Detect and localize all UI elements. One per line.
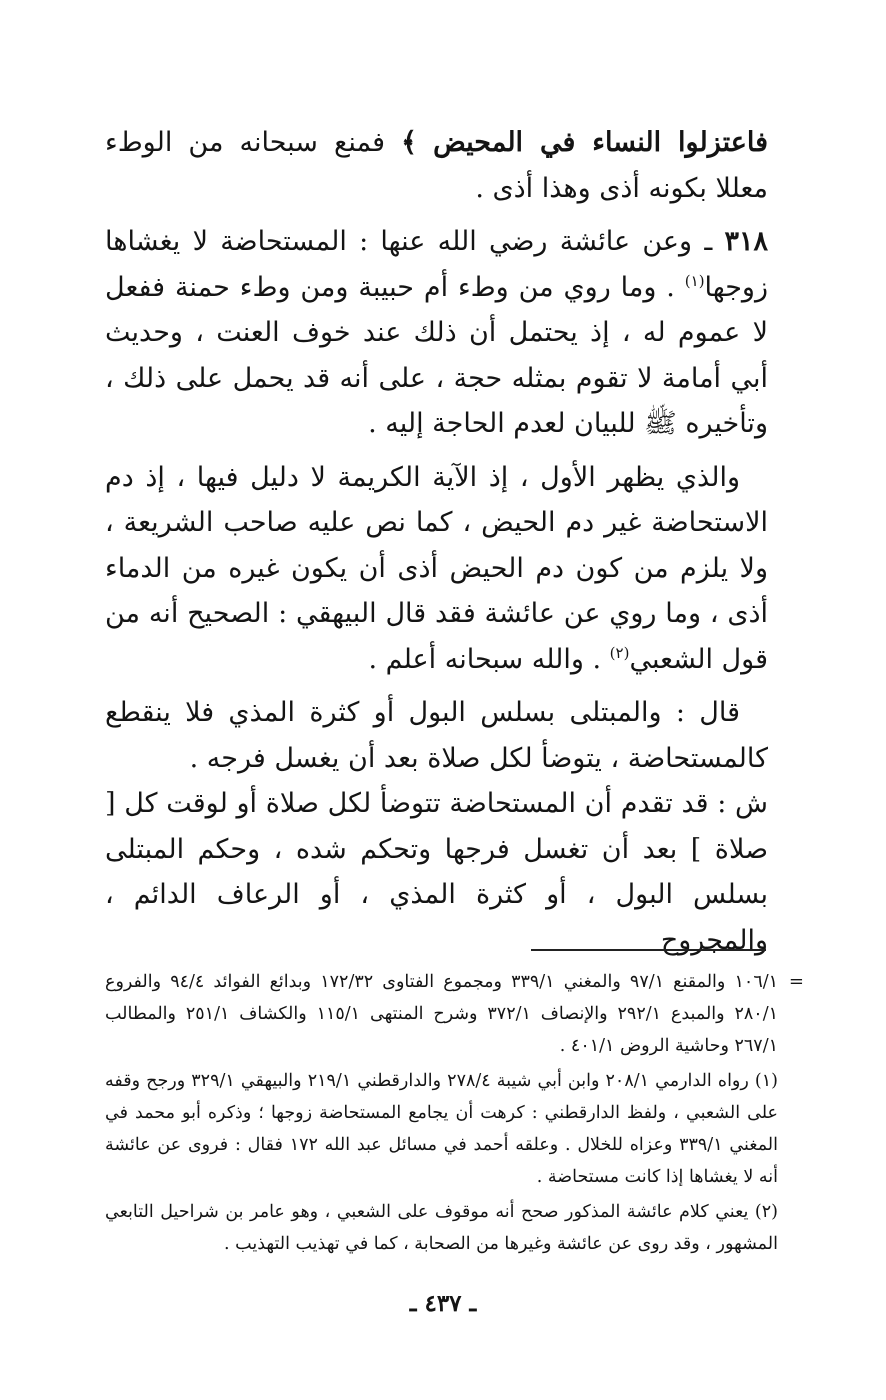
paragraph-3-text-b: . والله سبحانه أعلم . — [368, 643, 610, 675]
paragraph-1-text: فمنع سبحانه من الوطء معللا بكونه أذى وهذا أذى . — [105, 127, 768, 204]
footnote-1: (١) رواه الدارمي ٢٠٨/١ وابن أبي شيبة ٢٧٨/٤ والدارقطني ٢١٩/١ والبيهقي ٣٢٩/١ ورجح وقفه على الشعبي ، ولفظ الدارقطني : كرهت أن يجامع المستحاضة زوجها ؛ وذكره أبو محمد في المغني ٣٣٩/١ وعزاه للخلال . وعلقه أحمد في مسائل عبد الله ١٧٢ فقال : فروى عن عائشة أنه لا يغشاها إذا كانت مستحاضة . — [105, 1071, 779, 1187]
footnote-2: (٢) يعني كلام عائشة المذكور صحح أنه موقوف على الشعبي ، وهو عامر بن شراحيل التابعي المشهور ، وقد روى عن عائشة وغيرها من الصحابة ، كما في تهذيب التهذيب . — [105, 1202, 778, 1254]
item-number: ٣١٨ — [724, 226, 768, 257]
quran-quote: فاعتزلوا النساء في المحيض — [433, 127, 769, 158]
paragraph-318-text-b: . وما روي من وطء أم حبيبة ومن وطء حمنة ففعل لا عموم له ، إذ يحتمل أن ذلك عند خوف العنت ، وحديث أبي أمامة لا تقوم بمثله حجة ، على أنه قد يحمل على ذلك ، وتأخيره ﷺ للبيان لعدم الحاجة إليه . — [105, 271, 768, 439]
paragraph-5: ش : قد تقدم أن المستحاضة تتوضأ لكل صلاة أو لوقت كل [ صلاة ] بعد أن تغسل فرجها وتحكم شده ، وحكم المبتلى بسلس البول ، أو كثرة المذي ، أو الرعاف الدائم ، والمجروح — [105, 788, 768, 956]
footnote-ref-1: (١) — [684, 271, 705, 290]
quran-bracket-ornament: ﴾ — [401, 127, 417, 158]
continuation-mark: = — [788, 971, 804, 992]
paragraph-318-text-a: وعن عائشة رضي الله عنها : المستحاضة لا يغشاها زوجها — [105, 226, 768, 303]
page-number: ـ ٤٣٧ ـ — [409, 1290, 477, 1317]
paragraph-3-text-a: والذي يظهر الأول ، إذ الآية الكريمة لا دليل فيها ، إذ دم الاستحاضة غير دم الحيض ، كما نص عليه صاحب الشريعة ، ولا يلزم من كون دم الحيض أذى أن يكون غيره من الدماء أذى ، وما روي عن عائشة فقد قال البيهقي : الصحيح أنه من قول الشعبي — [105, 461, 768, 675]
footnote-continuation: ١٠٦/١ والمقنع ٩٧/١ والمغني ٣٣٩/١ ومجموع الفتاوى ١٧٢/٣٢ وبدائع الفوائد ٩٤/٤ والفروع ٢٨٠/١ والمبدع ٢٩٢/١ والإنصاف ٣٧٢/١ وشرح المنتهى ١١٥/١ والكشاف ٢٥١/١ والمطالب ٢٦٧/١ وحاشية الروض ٤٠١/١ . — [105, 972, 779, 1056]
footnote-separator — [531, 949, 766, 951]
item-dash: ـ — [692, 226, 725, 257]
paragraph-1 — [105, 120, 768, 211]
paragraph-4: قال : والمبتلى بسلس البول أو كثرة المذي فلا ينقطع كالمستحاضة ، يتوضأ لكل صلاة بعد أن يغسل فرجه . — [105, 697, 768, 774]
paragraph-318 — [105, 219, 768, 447]
paragraph-3 — [105, 455, 768, 683]
main-text — [105, 120, 768, 963]
footnote-ref-2: (٢) — [609, 643, 630, 662]
footnotes — [105, 966, 804, 1263]
